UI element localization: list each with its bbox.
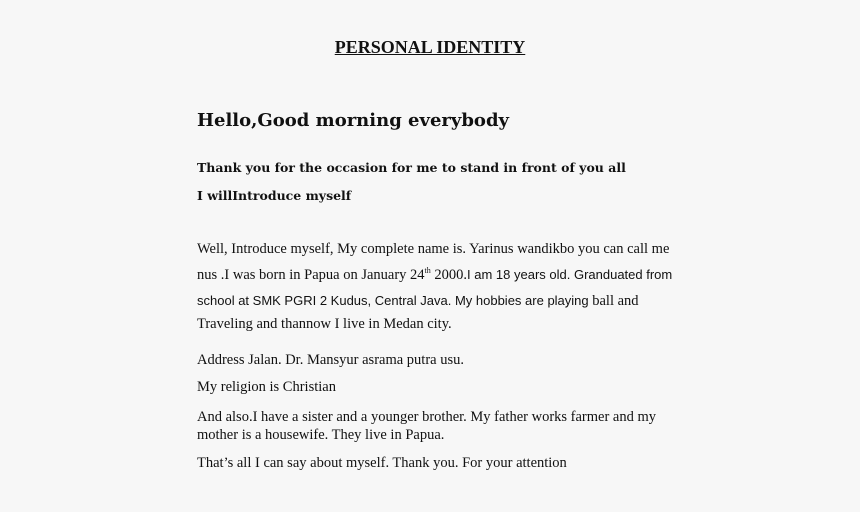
paragraph-line-1: Well, Introduce myself, My complete name is. Yarinus wandikbo you can call me <box>197 241 670 257</box>
text: 2000. <box>430 266 468 283</box>
thanks-line: Thank you for the occasion for me to stand in front of you all <box>197 160 626 175</box>
family-line-1: And also.I have a sister and a younger brother. My father works farmer and my <box>197 409 657 425</box>
superscript: th <box>424 266 431 275</box>
document-title: PERSONAL IDENTITY <box>334 37 526 57</box>
text: I am 18 years old. Granduated from <box>467 266 673 282</box>
paragraph-line-3 <box>197 293 639 309</box>
paragraph-line-4: Traveling and thannow I live in Medan city. <box>197 316 452 332</box>
paragraph-line-2 <box>197 267 672 282</box>
greeting-heading: Hello,Good morning everybody <box>197 110 509 131</box>
address-line: Address Jalan. Dr. Mansyur asrama putra usu. <box>197 352 464 368</box>
text: nus .I was born in Papua on January 24 <box>197 266 425 283</box>
introduce-line: I willIntroduce myself <box>197 188 352 203</box>
text: school at SMK PGRI 2 Kudus, Central Java. My hobbies are playing <box>197 293 593 308</box>
family-line-2: mother is a housewife. They live in Papua. <box>197 427 445 443</box>
religion-line: My religion is Christian <box>197 379 336 395</box>
closing-line: That’s all I can say about myself. Thank you. For your attention <box>197 455 567 471</box>
text: ball and <box>592 293 639 309</box>
